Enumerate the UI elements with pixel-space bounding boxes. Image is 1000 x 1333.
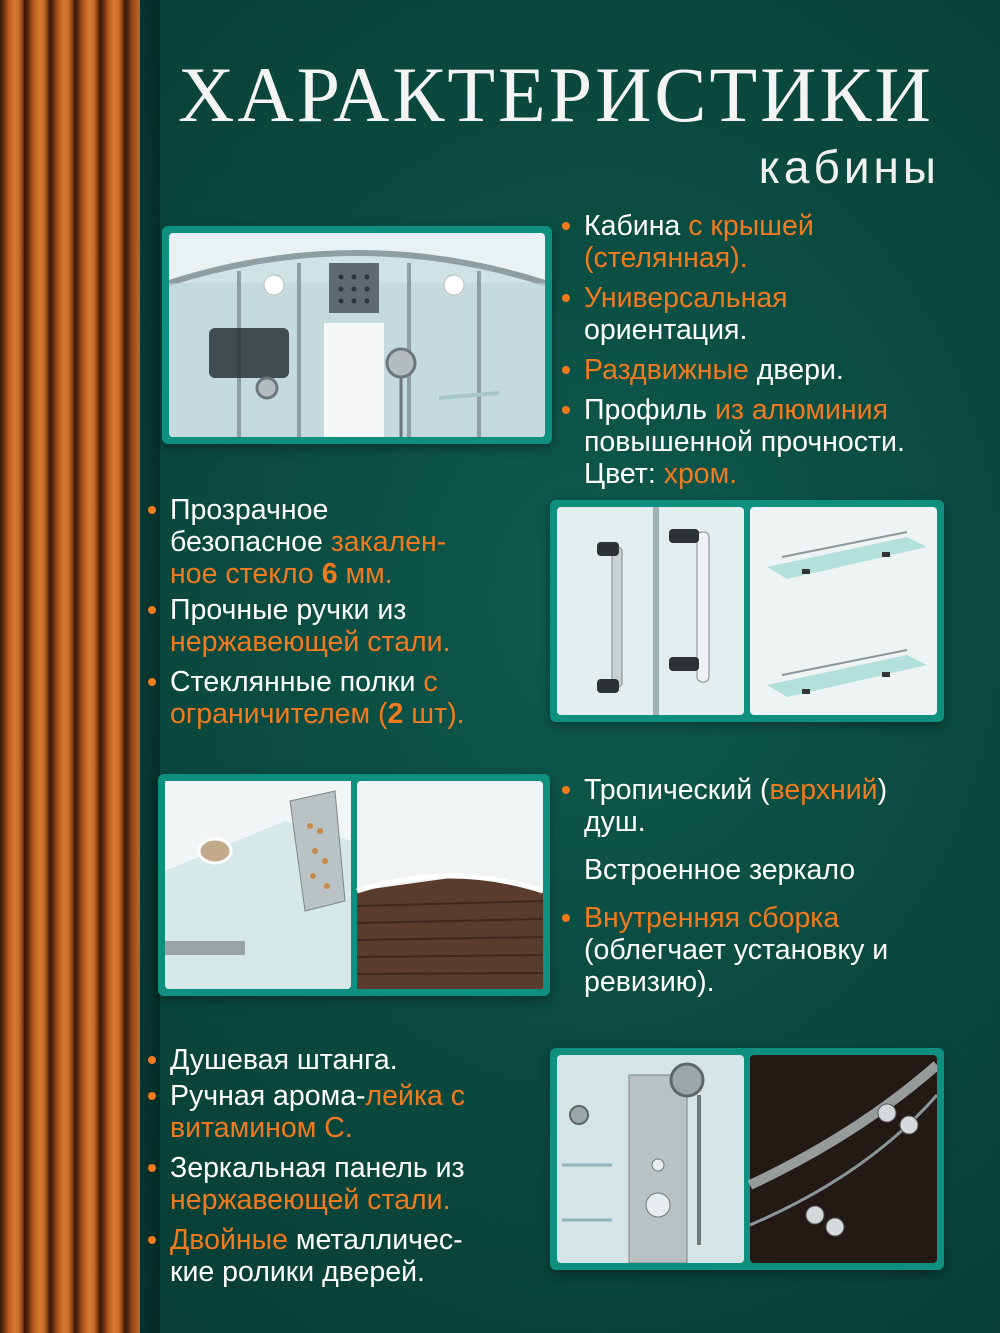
features-list-3 (562, 774, 982, 1002)
features-list-1 (562, 210, 982, 494)
text: Тропический ( (584, 774, 770, 806)
bullet-icon (148, 606, 156, 614)
text-accent: с (423, 666, 438, 698)
bullet-icon (562, 914, 570, 922)
text-accent: Универсальная (584, 282, 788, 314)
text: Прозрачное (170, 494, 329, 526)
features-list-4 (148, 1044, 548, 1292)
bullet-icon (148, 506, 156, 514)
feature-handles (148, 594, 548, 658)
text-accent: шт). (403, 698, 465, 730)
feature-shelves (148, 666, 548, 730)
text-accent: нержавеющей стали. (170, 1184, 451, 1216)
text: Стеклянные полки (170, 666, 424, 698)
text: металличес- (287, 1224, 463, 1256)
text-accent: Внутренняя сборка (584, 902, 840, 934)
bullet-icon (148, 1236, 156, 1244)
feature-roof (562, 210, 982, 274)
bullet-icon (562, 366, 570, 374)
wood-slats-decor (0, 0, 140, 1333)
text-accent: из алюминия (714, 394, 888, 426)
bullet-icon (562, 294, 570, 302)
text: ориентация. (584, 314, 748, 346)
text: ) (877, 774, 888, 806)
text-accent: хром. (663, 458, 738, 490)
tropical-shower-and-tray-photo (165, 781, 543, 989)
text-accent: Раздвижные (584, 354, 749, 386)
feature-mirror-panel (148, 1152, 548, 1216)
text-accent: Двойные (170, 1224, 288, 1256)
feature-inner-assembly (562, 902, 982, 998)
photo-frame-handles (550, 500, 944, 722)
page-title: ХАРАКТЕРИСТИКИ (178, 51, 934, 138)
bullet-icon (562, 786, 570, 794)
text-accent: ное стекло (170, 558, 322, 590)
photo-frame-panel (550, 1048, 944, 1270)
feature-mirror (562, 854, 982, 886)
text: Цвет: (584, 458, 664, 490)
text: ревизию). (584, 966, 715, 998)
text: безопасное (170, 526, 331, 558)
text-accent: верхний (769, 774, 878, 806)
photo-frame-cabin (162, 226, 552, 444)
feature-glass (148, 494, 548, 590)
text: Встроенное зеркало (584, 854, 856, 886)
bullet-icon (148, 1164, 156, 1172)
bullet-icon (562, 406, 570, 414)
text-accent: ограничителем ( (170, 698, 388, 730)
cabin-roof-photo (169, 233, 545, 437)
text: Профиль (584, 394, 715, 426)
bullet-icon (148, 1056, 156, 1064)
feature-profile (562, 394, 982, 490)
bullet-icon (148, 678, 156, 686)
text-accent: с крышей (688, 210, 814, 242)
text: Ручная арома- (170, 1080, 366, 1112)
text: (облегчает установку и (584, 934, 889, 966)
feature-rollers (148, 1224, 548, 1288)
text: Душевая штанга. (170, 1044, 398, 1076)
text: душ. (584, 806, 646, 838)
bullet-icon (562, 222, 570, 230)
handle-and-shelves-photo (557, 507, 937, 715)
bullet-icon (148, 1092, 156, 1100)
text-accent: (стелянная). (584, 242, 748, 274)
feature-aroma-head (148, 1080, 548, 1144)
text: Кабина (584, 210, 689, 242)
text-accent: 2 (387, 698, 404, 730)
text: Прочные ручки из (170, 594, 407, 626)
text-accent: витамином С. (170, 1112, 353, 1144)
feature-tropical-shower (562, 774, 982, 838)
photo-frame-shower (158, 774, 550, 996)
text-accent: нержавеющей стали. (170, 626, 451, 658)
text-accent: 6 (321, 558, 338, 590)
text-accent: закален- (330, 526, 447, 558)
text: двери. (748, 354, 844, 386)
text: повышенной прочности. (584, 426, 905, 458)
feature-doors (562, 354, 982, 386)
shower-panel-and-rollers-photo (557, 1055, 937, 1263)
text-accent: лейка с (365, 1080, 466, 1112)
features-list-2 (148, 494, 548, 734)
text: Зеркальная панель из (170, 1152, 465, 1184)
feature-orientation (562, 282, 982, 346)
feature-shower-bar (148, 1044, 548, 1076)
page-subtitle: кабины (758, 141, 940, 193)
text-accent: мм. (337, 558, 393, 590)
text: кие ролики дверей. (170, 1256, 425, 1288)
